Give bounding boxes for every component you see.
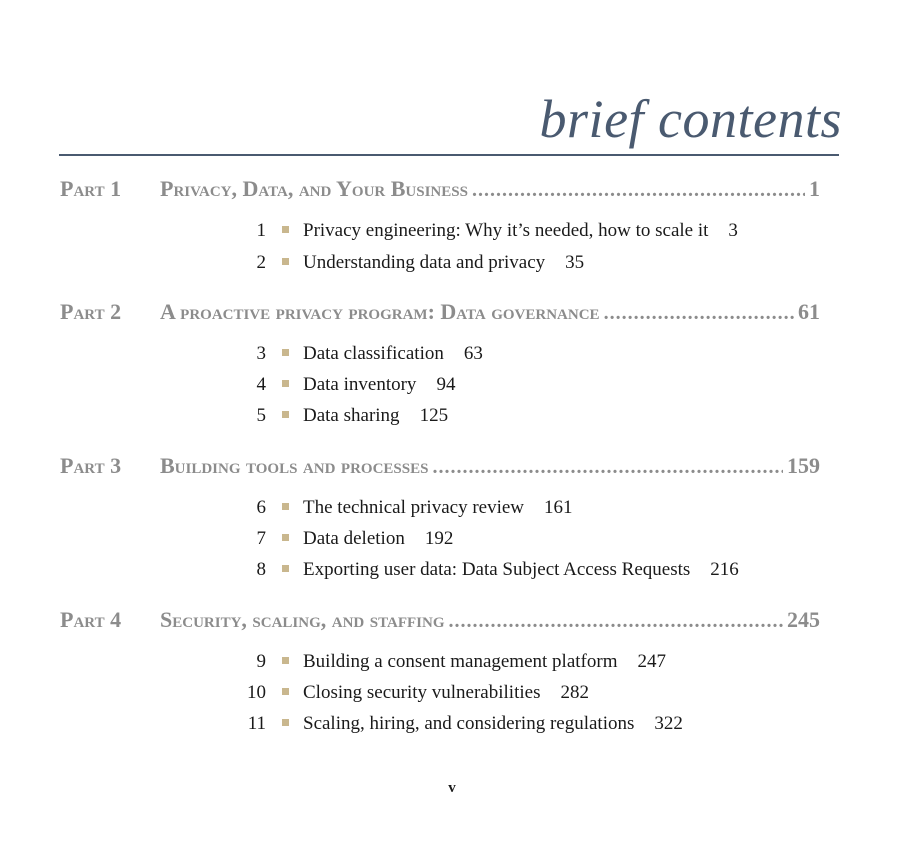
bullet-square-icon xyxy=(282,380,289,387)
chapter-entry[interactable] xyxy=(230,651,666,677)
chapter-number: 1 xyxy=(256,220,266,241)
bullet-square-icon xyxy=(282,258,289,265)
chapter-number: 9 xyxy=(256,651,266,672)
part-title: A proactive privacy program: Data governance xyxy=(160,299,600,324)
chapter-number: 6 xyxy=(256,497,266,518)
part-page-number: 245 xyxy=(787,607,820,632)
part-heading[interactable] xyxy=(60,453,820,483)
bullet-square-icon xyxy=(282,719,289,726)
dot-leader xyxy=(472,179,805,202)
part-page-number: 61 xyxy=(798,299,820,324)
chapter-page-number: 322 xyxy=(654,713,683,734)
chapter-entry[interactable] xyxy=(230,528,453,554)
chapter-number: 10 xyxy=(247,682,266,703)
chapter-title: Privacy engineering: Why it’s needed, how to scale it xyxy=(303,220,709,241)
part-label: Part 2 xyxy=(60,299,122,324)
chapter-entry[interactable] xyxy=(230,343,483,369)
chapter-page-number: 3 xyxy=(728,220,738,241)
chapter-entry[interactable] xyxy=(230,405,448,431)
chapter-page-number: 125 xyxy=(419,405,449,426)
part-label: Part 1 xyxy=(60,176,122,201)
bullet-square-icon xyxy=(282,503,289,510)
bullet-square-icon xyxy=(282,534,289,541)
chapter-entry[interactable] xyxy=(230,220,738,246)
chapter-entry[interactable] xyxy=(230,497,573,523)
chapter-number: 2 xyxy=(256,252,266,273)
chapter-title: The technical privacy review xyxy=(303,497,525,518)
chapter-title: Building a consent management platform xyxy=(303,651,618,672)
part-page-number: 159 xyxy=(787,453,820,478)
part-title: Privacy, Data, and Your Business xyxy=(160,176,468,201)
part-page-number: 1 xyxy=(809,176,820,201)
chapter-title: Scaling, hiring, and considering regulations xyxy=(303,713,635,734)
chapter-entry[interactable] xyxy=(230,713,683,739)
chapter-title: Data classification xyxy=(303,343,444,364)
part-heading[interactable] xyxy=(60,607,820,637)
title-rule xyxy=(59,154,839,156)
chapter-title: Data inventory xyxy=(303,374,417,395)
dot-leader xyxy=(604,302,794,325)
chapter-entry[interactable] xyxy=(230,252,584,278)
page-title: brief contents xyxy=(539,89,842,149)
chapter-page-number: 192 xyxy=(424,528,454,549)
bullet-square-icon xyxy=(282,657,289,664)
chapter-page-number: 63 xyxy=(463,343,483,364)
chapter-page-number: 216 xyxy=(710,559,739,580)
page-folio: v xyxy=(448,780,456,796)
bullet-square-icon xyxy=(282,349,289,356)
bullet-square-icon xyxy=(282,411,289,418)
chapter-page-number: 94 xyxy=(436,374,456,395)
part-label: Part 3 xyxy=(60,453,122,478)
bullet-square-icon xyxy=(282,565,289,572)
chapter-title: Data sharing xyxy=(303,405,400,426)
chapter-page-number: 161 xyxy=(544,497,573,518)
chapter-number: 3 xyxy=(256,343,266,364)
chapter-number: 4 xyxy=(256,374,266,395)
chapter-page-number: 35 xyxy=(565,252,585,273)
chapter-page-number: 247 xyxy=(637,651,666,672)
dot-leader xyxy=(432,456,783,479)
part-heading[interactable] xyxy=(60,299,820,329)
chapter-entry[interactable] xyxy=(230,682,589,708)
chapter-entry[interactable] xyxy=(230,374,455,400)
chapter-page-number: 282 xyxy=(560,682,589,703)
chapter-number: 11 xyxy=(247,713,266,734)
bullet-square-icon xyxy=(282,688,289,695)
chapter-title: Exporting user data: Data Subject Access Requests xyxy=(303,559,691,580)
chapter-number: 7 xyxy=(256,528,266,549)
part-title: Security, scaling, and staffing xyxy=(160,607,445,632)
bullet-square-icon xyxy=(282,226,289,233)
chapter-title: Understanding data and privacy xyxy=(303,252,546,273)
part-title: Building tools and processes xyxy=(160,453,429,478)
chapter-number: 5 xyxy=(256,405,266,426)
chapter-number: 8 xyxy=(256,559,266,580)
chapter-entry[interactable] xyxy=(230,559,739,585)
chapter-title: Data deletion xyxy=(303,528,405,549)
part-heading[interactable] xyxy=(60,176,820,206)
part-label: Part 4 xyxy=(60,607,122,632)
chapter-title: Closing security vulnerabilities xyxy=(303,682,541,703)
dot-leader xyxy=(449,610,784,633)
